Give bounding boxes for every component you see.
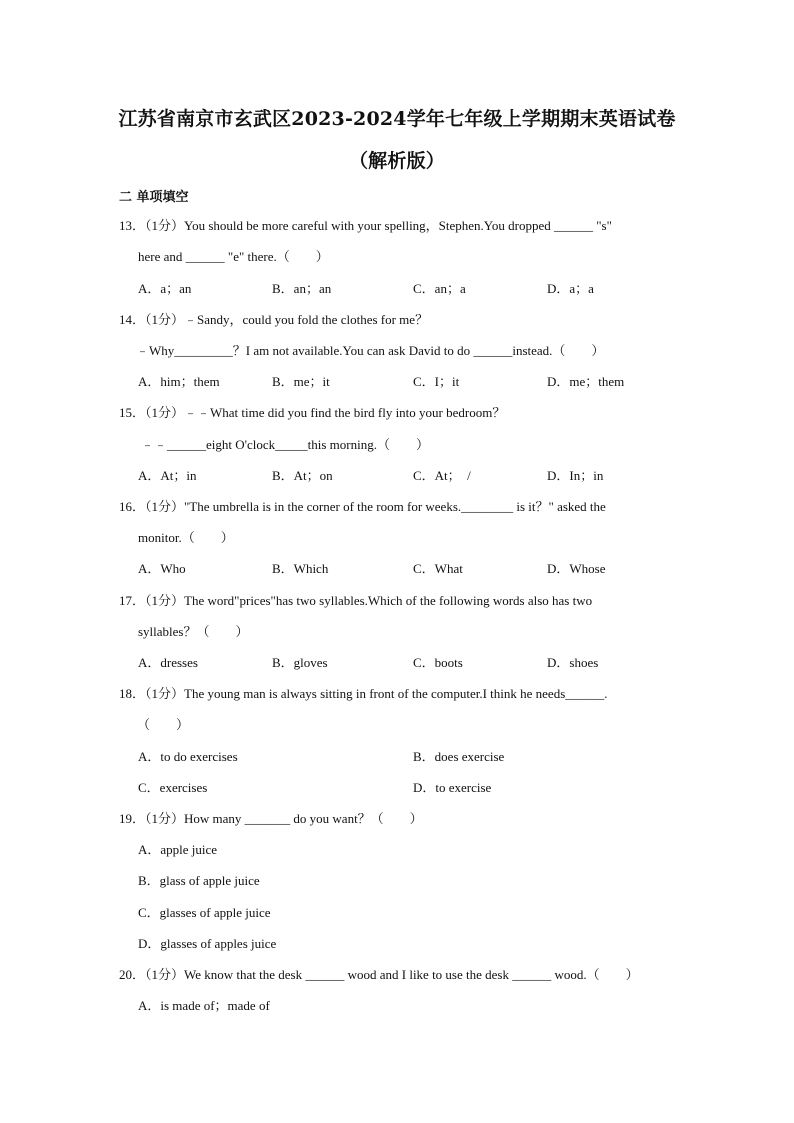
question-15-stem: 15．（1分）﹣﹣What time did you find the bird fly into your bedroom？: [119, 405, 506, 420]
question-15-option-a: A．At；in: [138, 468, 197, 483]
question-13-stem: 13．（1分）You should be more careful with your spelling，Stephen.You dropped ______ "s": [119, 218, 612, 233]
question-15-option-d: D．In；in: [547, 468, 604, 483]
question-17-option-a: A．dresses: [138, 655, 198, 670]
question-16-option-d: D．Whose: [547, 561, 606, 576]
question-13-option-d: D．a；a: [547, 281, 594, 296]
question-18-option-b: B．does exercise: [413, 749, 505, 764]
question-20-option-a: A．is made of；made of: [138, 998, 270, 1013]
question-14-option-c: C．I；it: [413, 374, 460, 389]
question-17-stem-cont: syllables？（ ）: [138, 624, 249, 639]
question-15-stem-cont: ﹣﹣______eight O'clock_____this morning.（ ）: [141, 437, 429, 452]
question-18-option-a: A．to do exercises: [138, 749, 238, 764]
question-14-stem: 14．（1分）﹣Sandy，could you fold the clothes for me？: [119, 312, 429, 327]
question-19-stem: 19．（1分）How many _______ do you want？（ ）: [119, 811, 423, 826]
question-14-option-a: A．him；them: [138, 374, 220, 389]
exam-title: 江苏省南京市玄武区2023-2024学年七年级上学期期末英语试卷: [118, 108, 676, 130]
question-16-stem: 16．（1分）"The umbrella is in the corner of the room for weeks.________ is it？" asked the: [119, 499, 606, 514]
question-16-stem-cont: monitor.（ ）: [138, 530, 234, 545]
question-15-option-b: B．At；on: [272, 468, 333, 483]
question-16-option-c: C．What: [413, 561, 463, 576]
question-17-option-c: C．boots: [413, 655, 463, 670]
question-19-option-a: A．apple juice: [138, 842, 218, 857]
question-17-option-d: D．shoes: [547, 655, 599, 670]
question-16-option-a: A．Who: [138, 561, 186, 576]
exam-subtitle: （解析版）: [348, 150, 445, 172]
question-18-stem-cont: （ ）: [137, 717, 190, 732]
question-13-option-a: A．a；an: [138, 281, 192, 296]
question-16-option-b: B．Which: [272, 561, 329, 576]
question-19-option-b: B．glass of apple juice: [138, 873, 260, 888]
question-13-option-b: B．an；an: [272, 281, 332, 296]
question-19-option-c: C．glasses of apple juice: [138, 905, 271, 920]
question-18-stem: 18．（1分）The young man is always sitting in front of the computer.I think he needs______.: [119, 686, 608, 701]
question-14-option-b: B．me；it: [272, 374, 330, 389]
question-17-stem: 17．（1分）The word"prices"has two syllables.Which of the following words also has two: [119, 593, 593, 608]
question-18-option-d: D．to exercise: [413, 780, 492, 795]
question-14-option-d: D．me；them: [547, 374, 625, 389]
question-13-stem-cont: here and ______ "e" there.（ ）: [138, 249, 329, 264]
question-18-option-c: C．exercises: [138, 780, 208, 795]
question-15-option-c: C．At； /: [413, 468, 471, 483]
question-13-option-c: C．an；a: [413, 281, 466, 296]
question-20-stem: 20．（1分）We know that the desk ______ wood and I like to use the desk ______ wood.（ ）: [119, 967, 639, 982]
question-17-option-b: B．gloves: [272, 655, 328, 670]
question-19-option-d: D．glasses of apples juice: [138, 936, 277, 951]
section-title: 二 单项填空: [119, 190, 189, 205]
question-14-stem-cont: ﹣Why_________？I am not available.You can ask David to do ______instead.（ ）: [136, 343, 605, 358]
